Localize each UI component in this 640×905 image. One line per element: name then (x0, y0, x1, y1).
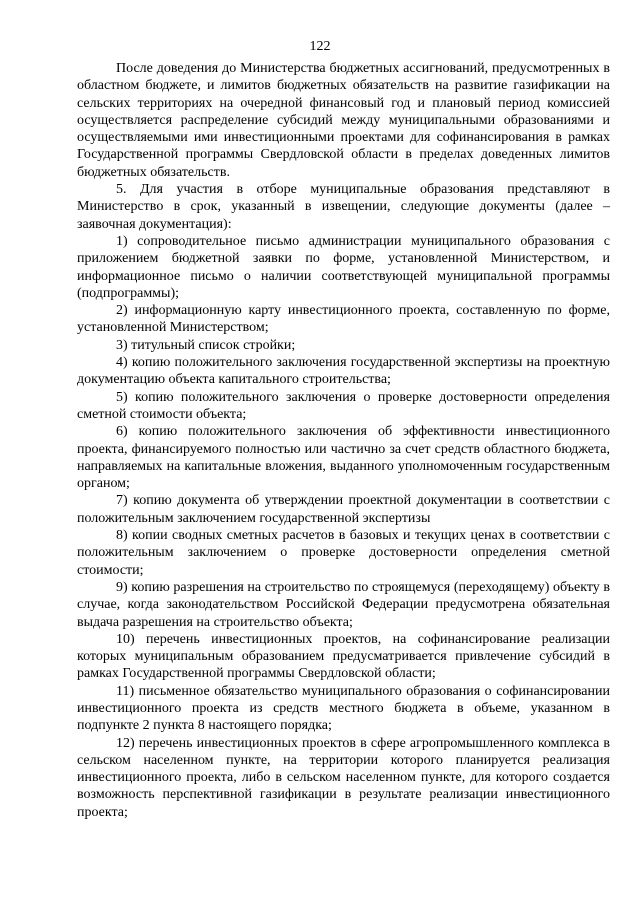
list-item: 7) копию документа об утверждении проектной документации в соответствии с положительным заключением государственной экспертизы (77, 493, 610, 526)
list-item: 8) копии сводных сметных расчетов в базовых и текущих ценах в соответствии с положительным заключением о проверке достоверности определения сметной стоимости; (77, 528, 610, 578)
list-item: 1) сопроводительное письмо администрации муниципального образования с приложением бюджетной заявки по форме, установленной Министерством, и информационное письмо о наличии соответствующей муниципальной программы (подпрограммы); (77, 233, 610, 301)
list-item: 3) титульный список стройки; (116, 337, 296, 353)
intro-paragraph: После доведения до Министерства бюджетных ассигнований, предусмотренных в областном бюджете, и лимитов бюджетных обязательств на развитие газификации на сельских территориях на очередной финансовый год и плановый период комиссией осуществляется распределение субсидий между муниципальными образованиями и осуществляемыми ими инвестиционными проектами для софинансирования в рамках Государственной программы Свердловской области в пределах доведенных лимитов бюджетных обязательств. (77, 61, 610, 180)
list-item: 12) перечень инвестиционных проектов в сфере агропромышленного комплекса в сельском населенном пункте, на территории которого планируется реализация инвестиционного проекта, либо в сельском населенном пункте, для которого создается возможность перспективной газификации в результате реализации инвестиционного проекта; (77, 735, 610, 820)
list-item: 11) письменное обязательство муниципального образования о софинансировании инвестиционного проекта из средств местного бюджета в объеме, указанном в подпункте 2 пункта 8 настоящего порядка; (77, 683, 610, 734)
list-item: 10) перечень инвестиционных проектов, на софинансирование реализации которых муниципальным образованием предусматривается привлечение субсидий в рамках Государственной программы Свердловской области; (77, 631, 610, 682)
list-item: 9) копию разрешения на строительство по строящемуся (переходящему) объекту в случае, когда законодательством Российской Федерации предусмотрена обязательная выдача разрешения на строительство объекта; (77, 579, 610, 630)
document-body (77, 60, 610, 821)
list-item: 6) копию положительного заключения об эффективности инвестиционного проекта, финансируемого полностью или частично за счет средств областного бюджета, направляемых на капитальные вложения, выданного уполномоченным государственным органом; (77, 424, 610, 492)
list-item: 5) копию положительного заключения о проверке достоверности определения сметной стоимости объекта; (77, 389, 610, 422)
page-number: 122 (309, 39, 331, 54)
clause-5-paragraph: 5. Для участия в отборе муниципальные образования представляют в Министерство в срок, указанный в извещении, следующие документы (далее – заявочная документация): (77, 182, 610, 232)
list-item: 2) информационную карту инвестиционного проекта, составленную по форме, установленной Министерством; (77, 303, 610, 336)
list-item: 4) копию положительного заключения государственной экспертизы на проектную документацию объекта капитального строительства; (77, 355, 610, 388)
